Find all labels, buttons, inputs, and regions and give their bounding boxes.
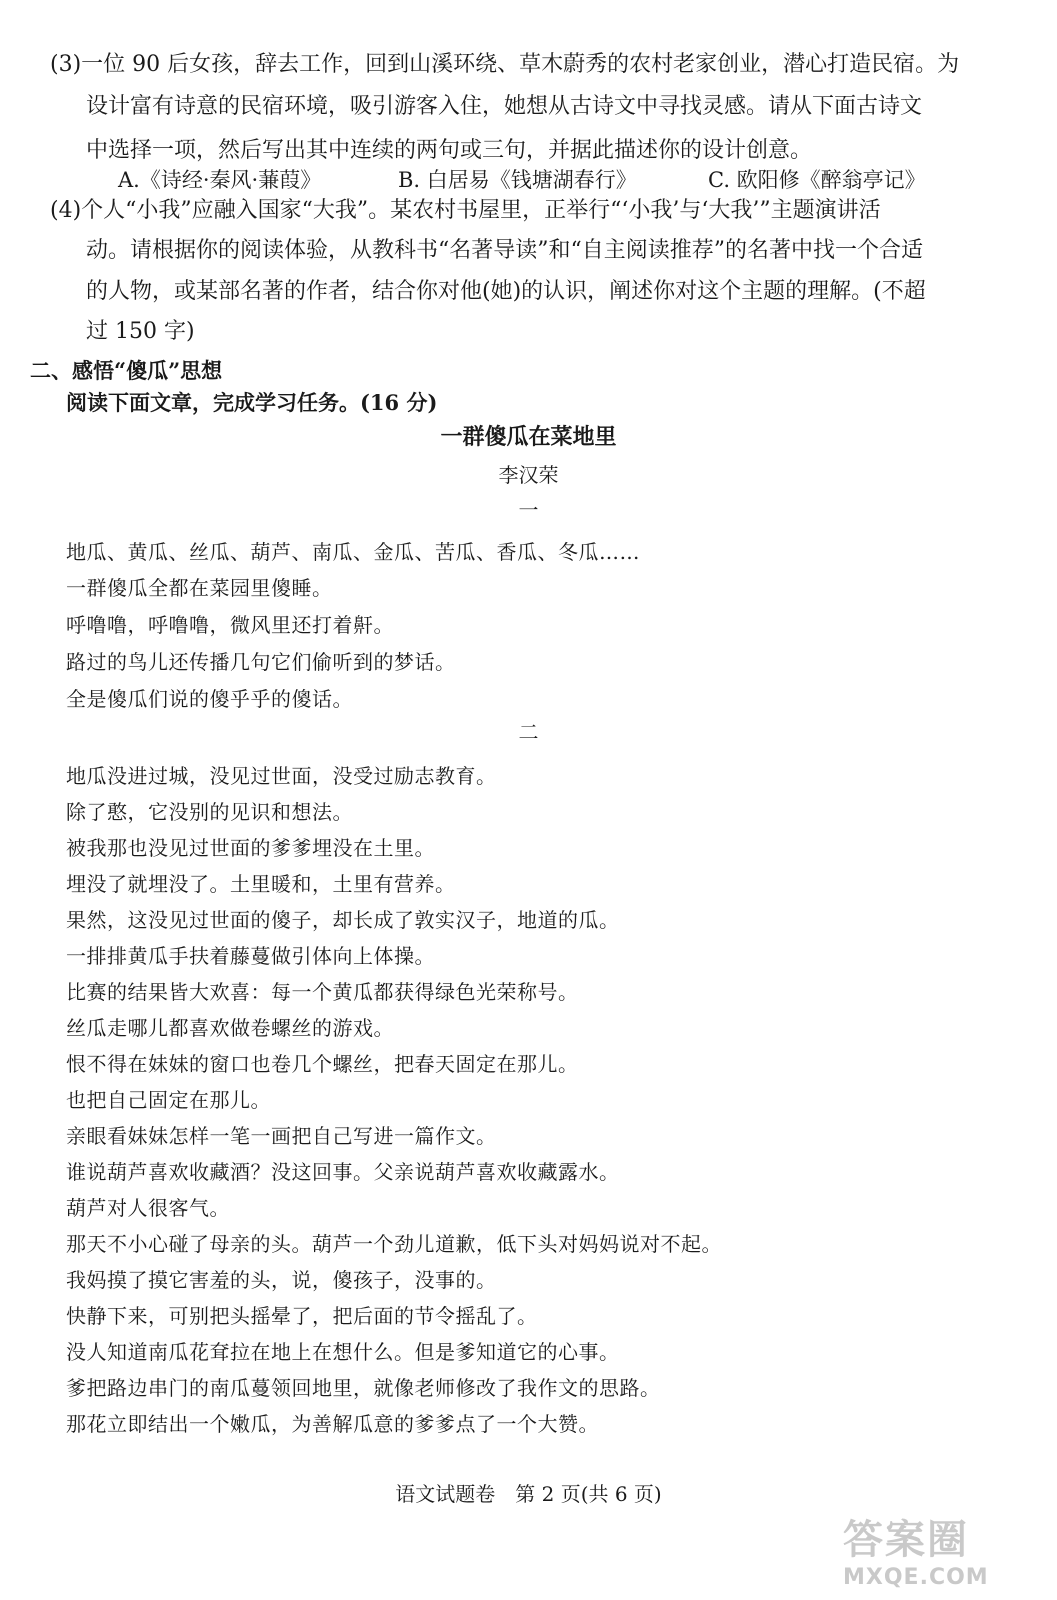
poem-line: 爹把路边串门的南瓜蔓领回地里，就像老师修改了我作文的思路。 bbox=[66, 1376, 661, 1400]
poem-line: 地瓜、黄瓜、丝瓜、葫芦、南瓜、金瓜、苦瓜、香瓜、冬瓜…… bbox=[66, 540, 640, 564]
poem-line: 被我那也没见过世面的爹爹埋没在土里。 bbox=[66, 836, 435, 860]
article-title: 一群傻瓜在菜地里 bbox=[440, 424, 617, 450]
poem-line: 葫芦对人很客气。 bbox=[66, 1196, 230, 1220]
poem-line: 我妈摸了摸它害羞的头，说，傻孩子，没事的。 bbox=[66, 1268, 497, 1292]
poem-line: 没人知道南瓜花耷拉在地上在想什么。但是爹知道它的心事。 bbox=[66, 1340, 620, 1364]
poem-line: 那花立即结出一个嫩瓜，为善解瓜意的爹爹点了一个大赞。 bbox=[66, 1412, 599, 1436]
section-instruction: 阅读下面文章，完成学习任务。(16 分) bbox=[66, 390, 438, 415]
poem-line: 埋没了就埋没了。土里暖和，土里有营养。 bbox=[66, 872, 456, 896]
q4-line-3: 的人物，或某部名著的作者，结合你对他(她)的认识，阐述你对这个主题的理解。(不超 bbox=[86, 279, 926, 304]
poem-line: 那天不小心碰了母亲的头。葫芦一个劲儿道歉，低下头对妈妈说对不起。 bbox=[66, 1232, 722, 1256]
q4-line-2: 动。请根据你的阅读体验，从教科书“名著导读”和“自主阅读推荐”的名著中找一个合适 bbox=[86, 238, 923, 263]
poem-line: 路过的鸟儿还传播几句它们偷听到的梦话。 bbox=[66, 650, 456, 674]
q3-line-2: 设计富有诗意的民宿环境，吸引游客入住，她想从古诗文中寻找灵感。请从下面古诗文 bbox=[86, 94, 923, 119]
q4-line-4: 过 150 字) bbox=[86, 319, 195, 344]
part-one-number: 一 bbox=[518, 498, 539, 522]
option-c: C. 欧阳修《醉翁亭记》 bbox=[708, 168, 926, 192]
poem-line: 呼噜噜，呼噜噜，微风里还打着鼾。 bbox=[66, 613, 394, 637]
q4-line-1: (4)个人“小我”应融入国家“大我”。某农村书屋里，正举行“‘小我’与‘大我’”主题演讲活 bbox=[50, 198, 881, 223]
watermark-logo bbox=[843, 1508, 1033, 1588]
poem-line: 除了憨，它没别的见识和想法。 bbox=[66, 800, 353, 824]
poem-line: 比赛的结果皆大欢喜：每一个黄瓜都获得绿色光荣称号。 bbox=[66, 980, 579, 1004]
poem-line: 全是傻瓜们说的傻乎乎的傻话。 bbox=[66, 687, 353, 711]
watermark-text: 答案圈 bbox=[843, 1517, 969, 1563]
poem-line: 地瓜没进过城，没见过世面，没受过励志教育。 bbox=[66, 764, 497, 788]
poem-line: 恨不得在妹妹的窗口也卷几个螺丝，把春天固定在那儿。 bbox=[66, 1052, 579, 1076]
option-a: A.《诗经·秦风·蒹葭》 bbox=[118, 168, 322, 192]
poem-line: 谁说葫芦喜欢收藏酒？没这回事。父亲说葫芦喜欢收藏露水。 bbox=[66, 1160, 620, 1184]
option-b: B. 白居易《钱塘湖春行》 bbox=[398, 168, 637, 192]
poem-line: 也把自己固定在那儿。 bbox=[66, 1088, 271, 1112]
poem-line: 亲眼看妹妹怎样一笔一画把自己写进一篇作文。 bbox=[66, 1124, 497, 1148]
part-two-number: 二 bbox=[518, 720, 539, 744]
q3-line-1: (3)一位 90 后女孩，辞去工作，回到山溪环绕、草木蔚秀的农村老家创业，潜心打造民宿。为 bbox=[50, 52, 960, 77]
poem-line: 一群傻瓜全都在菜园里傻睡。 bbox=[66, 576, 333, 600]
page-footer: 语文试题卷 第 2 页(共 6 页) bbox=[395, 1482, 662, 1506]
section-heading: 二、感悟“傻瓜”思想 bbox=[30, 358, 223, 383]
poem-line: 快静下来，可别把头摇晕了，把后面的节令摇乱了。 bbox=[66, 1304, 538, 1328]
poem-line: 丝瓜走哪儿都喜欢做卷螺丝的游戏。 bbox=[66, 1016, 394, 1040]
article-author: 李汉荣 bbox=[498, 463, 559, 487]
q3-line-3: 中选择一项，然后写出其中连续的两句或三句，并据此描述你的设计创意。 bbox=[86, 138, 813, 163]
poem-line: 果然，这没见过世面的傻子，却长成了敦实汉子，地道的瓜。 bbox=[66, 908, 620, 932]
watermark-url: MXQE.COM bbox=[843, 1565, 989, 1590]
poem-line: 一排排黄瓜手扶着藤蔓做引体向上体操。 bbox=[66, 944, 435, 968]
